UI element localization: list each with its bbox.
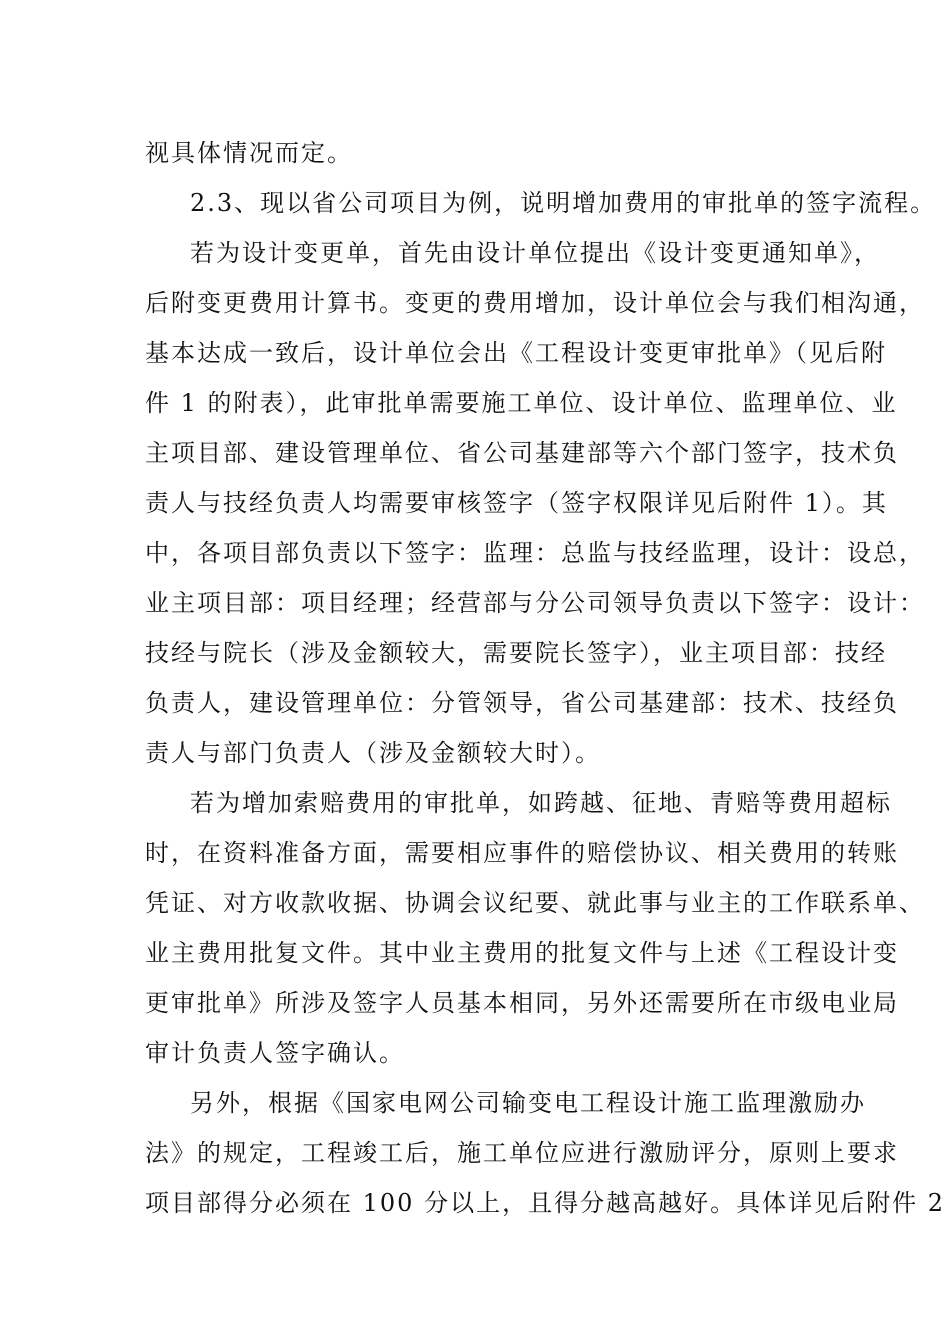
text-line: 更审批单》所涉及签字人员基本相同，另外还需要所在市级电业局 — [145, 989, 899, 1017]
text-line: 业主项目部：项目经理；经营部与分公司领导负责以下签字：设计： — [145, 589, 925, 617]
text-line: 件 1 的附表），此审批单需要施工单位、设计单位、监理单位、业 — [145, 389, 898, 417]
text-line: 若为增加索赔费用的审批单，如跨越、征地、青赔等费用超标 — [190, 789, 892, 817]
text-line: 主项目部、建设管理单位、省公司基建部等六个部门签字，技术负 — [145, 439, 899, 467]
text-line: 技经与院长（涉及金额较大，需要院长签字），业主项目部：技经 — [145, 639, 887, 667]
text-line: 责人与技经负责人均需要审核签字（签字权限详见后附件 1）。其 — [145, 489, 888, 517]
text-line: 法》的规定，工程竣工后，施工单位应进行激励评分，原则上要求 — [145, 1139, 899, 1167]
text-line: 时，在资料准备方面，需要相应事件的赔偿协议、相关费用的转账 — [145, 839, 899, 867]
text-line: 审计负责人签字确认。 — [145, 1039, 405, 1067]
text-line: 业主费用批复文件。其中业主费用的批复文件与上述《工程设计变 — [145, 939, 899, 967]
text-line: 另外，根据《国家电网公司输变电工程设计施工监理激励办 — [190, 1089, 866, 1117]
text-line: 凭证、对方收款收据、协调会议纪要、就此事与业主的工作联系单、 — [145, 889, 925, 917]
text-line: 后附变更费用计算书。变更的费用增加，设计单位会与我们相沟通， — [145, 289, 925, 317]
text-line: 基本达成一致后，设计单位会出《工程设计变更审批单》（见后附 — [145, 339, 887, 367]
text-line: 视具体情况而定。 — [145, 139, 353, 167]
text-line: 负责人，建设管理单位：分管领导，省公司基建部：技术、技经负 — [145, 689, 899, 717]
text-line: 项目部得分必须在 100 分以上，且得分越高越好。具体详见后附件 2 — [145, 1189, 945, 1217]
section-heading-line: 2.3、现以省公司项目为例，说明增加费用的审批单的签字流程。 — [190, 189, 937, 217]
text-line: 若为设计变更单，首先由设计单位提出《设计变更通知单》， — [190, 239, 880, 267]
text-line: 责人与部门负责人（涉及金额较大时）。 — [145, 739, 601, 767]
text-line: 中，各项目部负责以下签字：监理：总监与技经监理，设计：设总， — [145, 539, 925, 567]
